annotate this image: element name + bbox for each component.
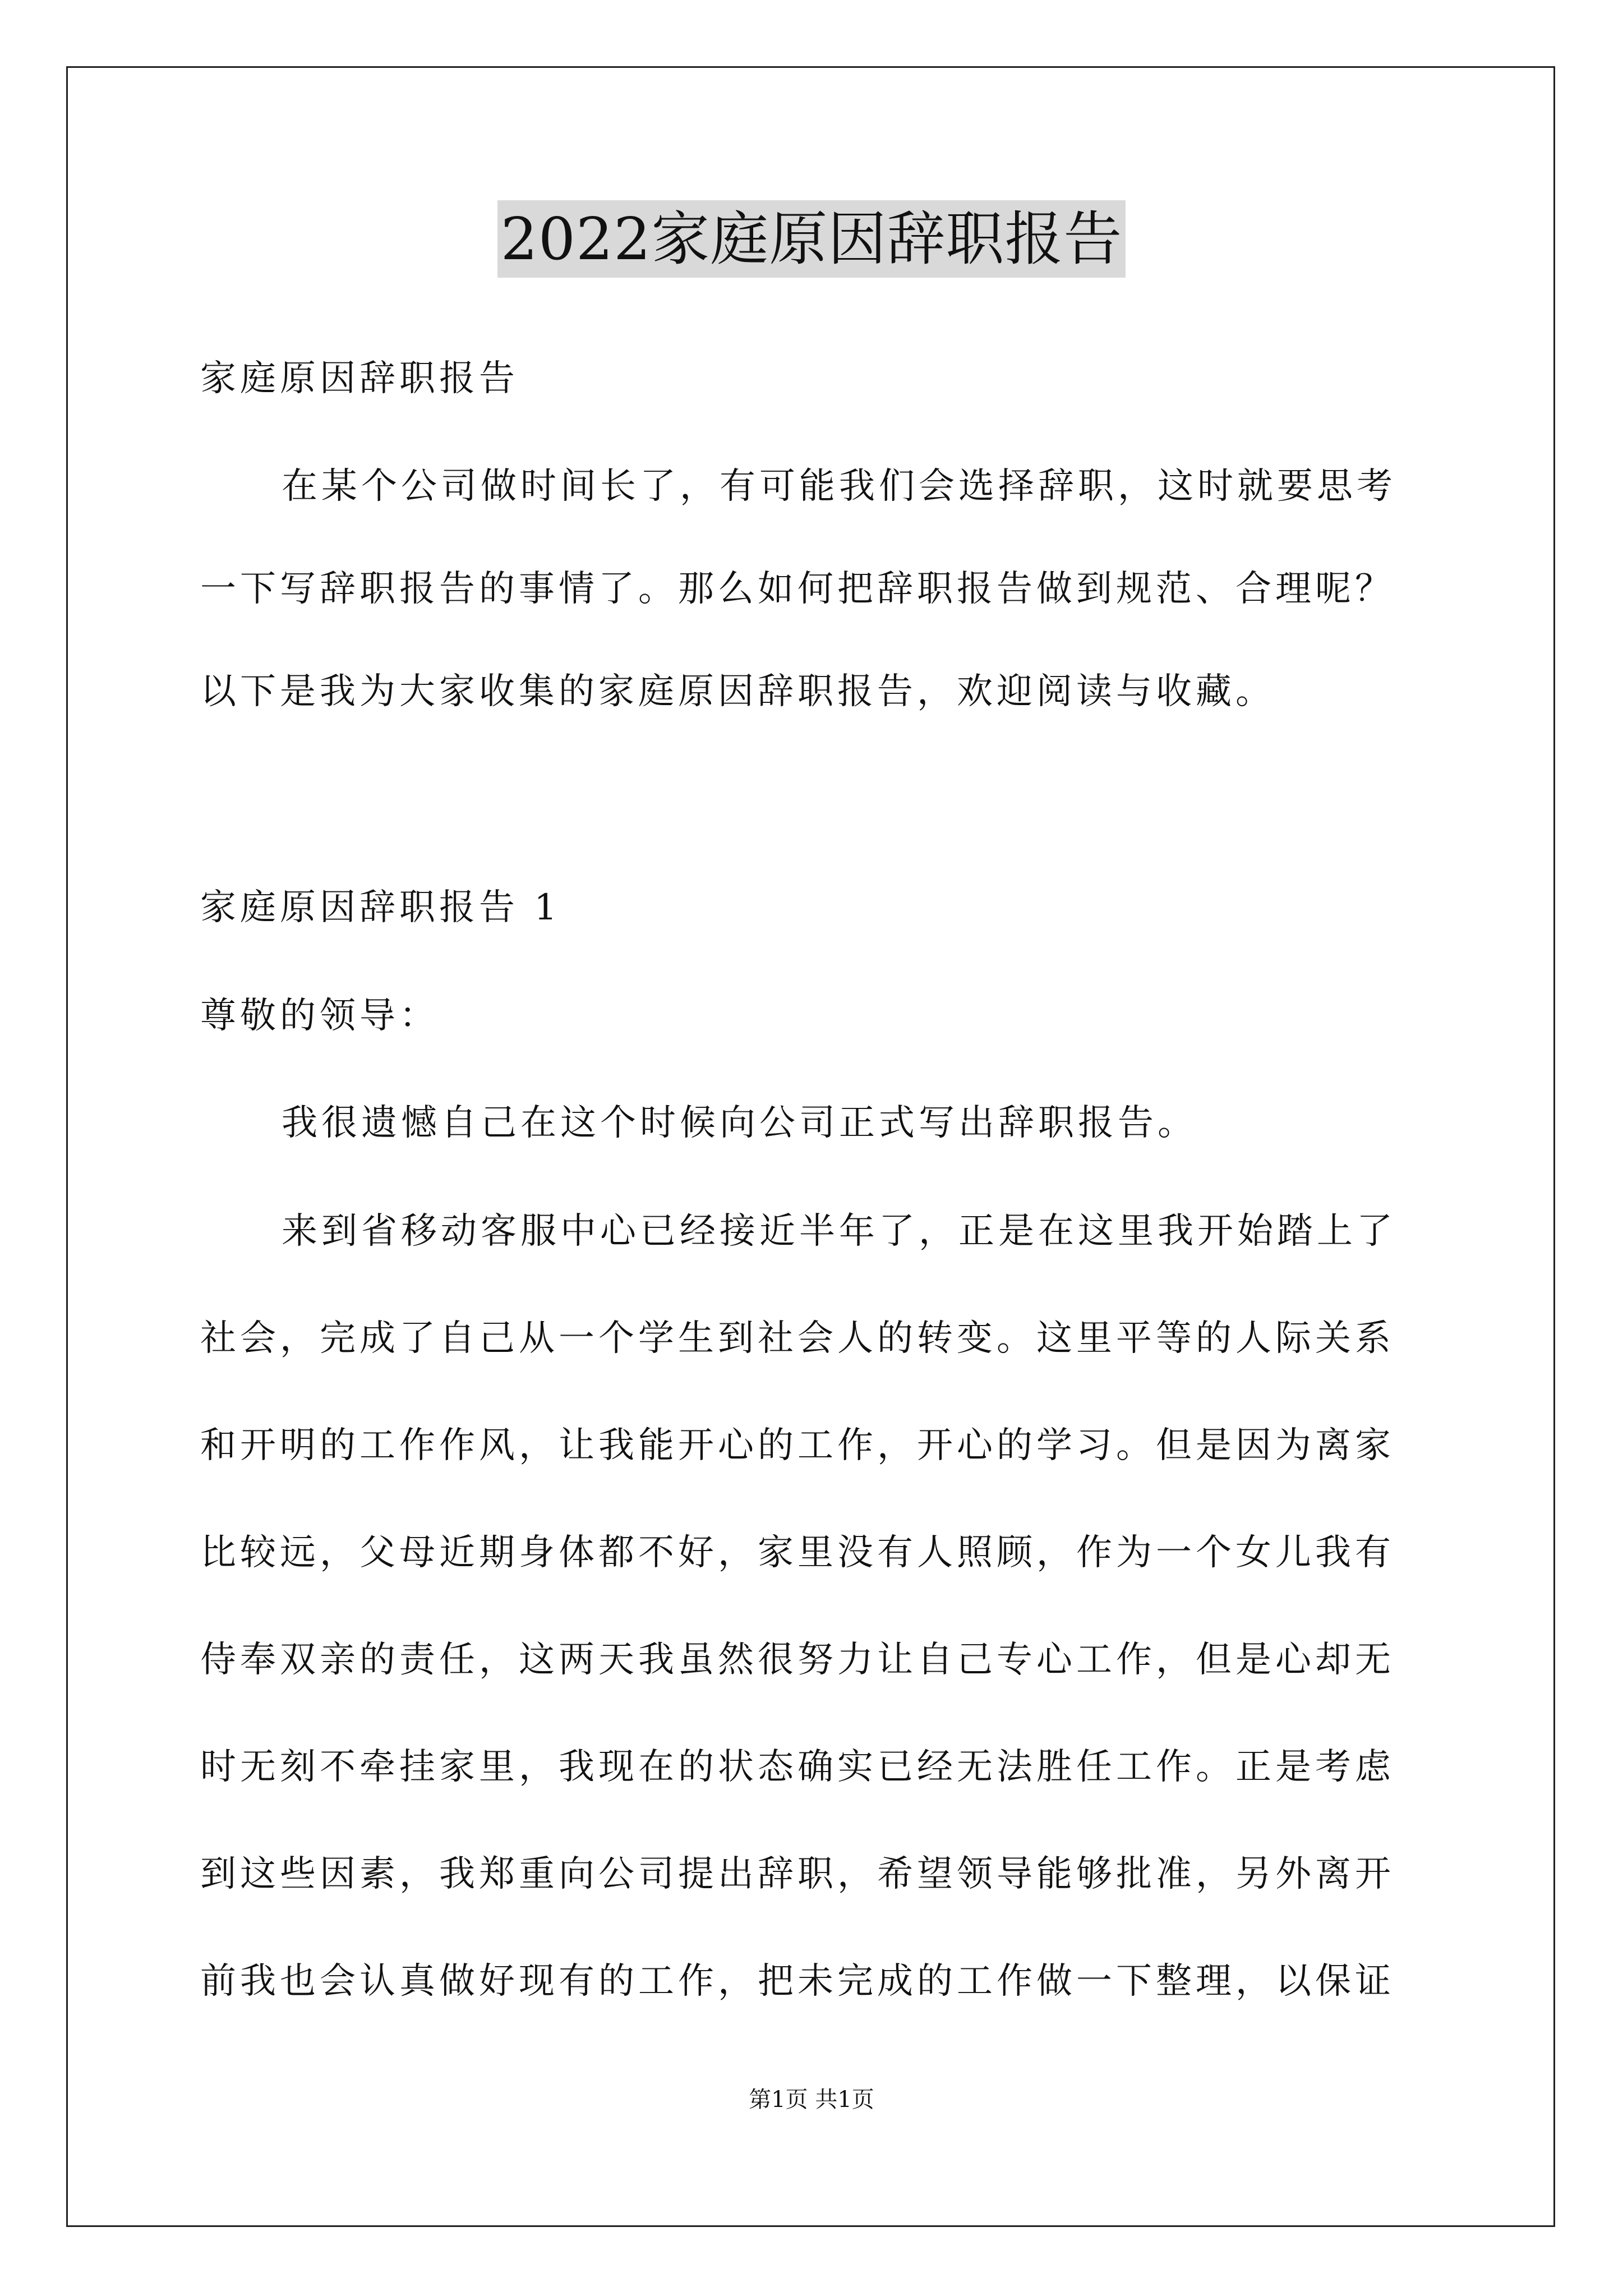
salutation: 尊敬的领导： — [200, 995, 439, 1037]
intro-line-3: 以下是我为大家收集的家庭原因辞职报告，欢迎阅读与收藏。 — [200, 671, 1275, 712]
body-line-1: 来到省移动客服中心已经接近半年了，正是在这里我开始踏上了 — [282, 1211, 1396, 1252]
body-line-4: 比较远，父母近期身体都不好，家里没有人照顾，作为一个女儿我有 — [200, 1532, 1395, 1573]
paragraph-1: 我很遗憾自己在这个时候向公司正式写出辞职报告。 — [282, 1102, 1197, 1144]
intro-line-1: 在某个公司做时间长了，有可能我们会选择辞职，这时就要思考 — [282, 466, 1396, 507]
body-line-7: 到这些因素，我郑重向公司提出辞职，希望领导能够批准，另外离开 — [200, 1853, 1395, 1895]
intro-line-2: 一下写辞职报告的事情了。那么如何把辞职报告做到规范、合理呢？ — [200, 568, 1395, 610]
document-subtitle: 家庭原因辞职报告 — [200, 358, 519, 399]
section-heading: 家庭原因辞职报告 1 — [200, 887, 561, 928]
body-line-5: 侍奉双亲的责任，这两天我虽然很努力让自己专心工作，但是心却无 — [200, 1639, 1395, 1681]
document-title: 2022家庭原因辞职报告 — [497, 200, 1126, 278]
page-number: 第1页 共1页 — [749, 2087, 874, 2113]
title-container — [0, 200, 1623, 278]
body-line-6: 时无刻不牵挂家里，我现在的状态确实已经无法胜任工作。正是考虑 — [200, 1746, 1395, 1788]
body-line-3: 和开明的工作作风，让我能开心的工作，开心的学习。但是因为离家 — [200, 1425, 1395, 1466]
body-line-8: 前我也会认真做好现有的工作，把未完成的工作做一下整理，以保证 — [200, 1961, 1395, 2002]
body-line-2: 社会，完成了自己从一个学生到社会人的转变。这里平等的人际关系 — [200, 1318, 1395, 1359]
